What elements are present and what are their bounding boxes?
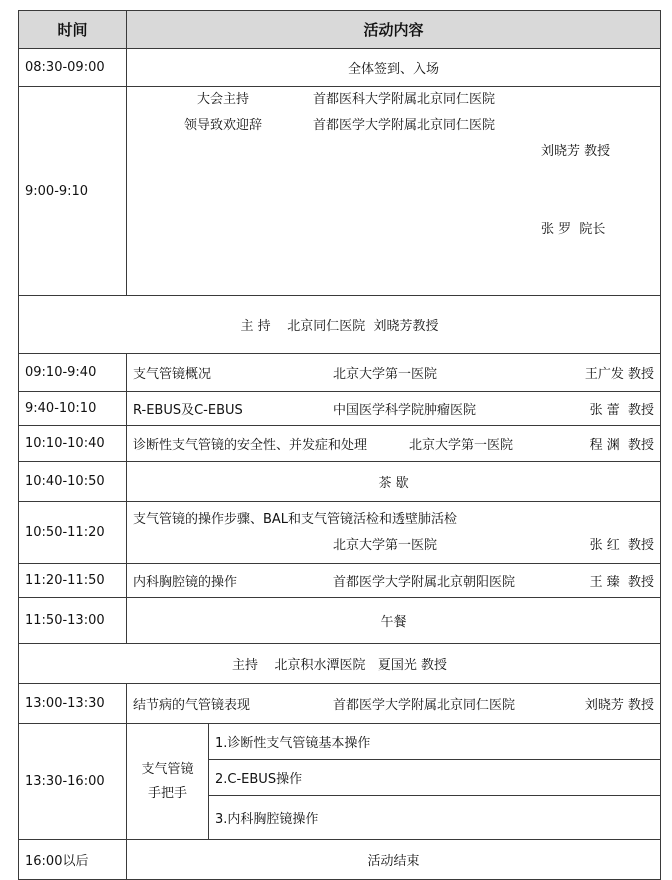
- session-item: 1.诊断性支气管镜基本操作: [209, 724, 661, 760]
- person-text: 王广发 教授: [584, 367, 655, 382]
- chair-row: [19, 644, 661, 684]
- group-cell: [127, 724, 209, 840]
- org-text: 中国医学科学院肿瘤医院: [333, 403, 477, 418]
- activity-cell: [127, 426, 661, 462]
- schedule-table: [18, 10, 661, 880]
- role-text: 大会主持: [196, 92, 249, 107]
- table-row: [19, 354, 661, 392]
- time-cell: 10:50-11:20: [19, 502, 127, 564]
- header-content: 活动内容: [127, 11, 661, 49]
- org-text: 首都医学大学附属北京朝阳医院: [333, 575, 516, 590]
- time-cell: 9:40-10:10: [19, 392, 127, 426]
- table-row: [19, 49, 661, 87]
- time-cell: 11:50-13:00: [19, 598, 127, 644]
- table-row: [19, 426, 661, 462]
- topic-text: 支气管镜的操作步骤、BAL和支气管镜活检和透壁肺活检: [133, 511, 458, 527]
- time-cell: 10:10-10:40: [19, 426, 127, 462]
- activity-cell: 全体签到、入场: [127, 49, 661, 87]
- person-text: 刘晓芳 教授: [584, 698, 655, 713]
- chair-text: 主持 北京积水潭医院 夏国光 教授: [19, 644, 661, 684]
- table-row: [19, 462, 661, 502]
- table-row: [19, 724, 661, 760]
- org-text: 北京大学第一医院: [333, 367, 438, 382]
- person-text: 张 罗 院长: [541, 222, 606, 237]
- org-text: 北京大学第一医院: [409, 438, 514, 453]
- time-cell: 13:30-16:00: [19, 724, 127, 840]
- time-cell: 08:30-09:00: [19, 49, 127, 87]
- topic-text: 结节病的气管镜表现: [133, 698, 251, 713]
- session-item: 2.C-EBUS操作: [209, 760, 661, 796]
- group-text: 手把手: [147, 785, 187, 801]
- topic-text: 支气管镜概况: [133, 367, 212, 382]
- time-cell: 10:40-10:50: [19, 462, 127, 502]
- activity-cell: 活动结束: [127, 840, 661, 880]
- activity-cell: [127, 392, 661, 426]
- org-text: 北京大学第一医院: [333, 537, 438, 553]
- table-row: [19, 564, 661, 598]
- table-row: [19, 87, 661, 296]
- activity-cell: 午餐: [127, 598, 661, 644]
- table-row: [19, 392, 661, 426]
- person-text: 张 蕾 教授: [589, 403, 655, 418]
- org-text: 首都医科大学附属北京同仁医院: [313, 92, 496, 107]
- header-time: 时间: [19, 11, 127, 49]
- person-text: 张 红 教授: [589, 537, 655, 553]
- time-cell: 09:10-9:40: [19, 354, 127, 392]
- time-cell: 16:00以后: [19, 840, 127, 880]
- table-row: [19, 840, 661, 880]
- topic-text: 内科胸腔镜的操作: [133, 575, 238, 590]
- chair-row: [19, 296, 661, 354]
- time-cell: 13:00-13:30: [19, 684, 127, 724]
- activity-cell: [127, 684, 661, 724]
- activity-cell: [127, 564, 661, 598]
- activity-cell: 茶 歇: [127, 462, 661, 502]
- time-cell: 11:20-11:50: [19, 564, 127, 598]
- table-row: [19, 502, 661, 564]
- header-row: [19, 11, 661, 49]
- group-text: 支气管镜: [141, 761, 194, 777]
- time-cell: 9:00-9:10: [19, 87, 127, 296]
- table-row: [19, 598, 661, 644]
- org-text: 首都医学大学附属北京同仁医院: [313, 118, 496, 133]
- topic-text: 诊断性支气管镜的安全性、并发症和处理: [133, 438, 368, 453]
- session-item: 3.内科胸腔镜操作: [209, 796, 661, 840]
- chair-text: 主 持 北京同仁医院 刘晓芳教授: [19, 296, 661, 354]
- topic-text: R-EBUS及C-EBUS: [133, 403, 243, 418]
- activity-cell: [127, 502, 661, 564]
- person-text: 程 渊 教授: [589, 438, 655, 453]
- table-row: [19, 684, 661, 724]
- activity-cell: [127, 87, 661, 296]
- role-text: 领导致欢迎辞: [183, 118, 262, 133]
- org-text: 首都医学大学附属北京同仁医院: [333, 698, 516, 713]
- person-text: 刘晓芳 教授: [541, 144, 611, 159]
- person-text: 王 臻 教授: [589, 575, 655, 590]
- activity-cell: [127, 354, 661, 392]
